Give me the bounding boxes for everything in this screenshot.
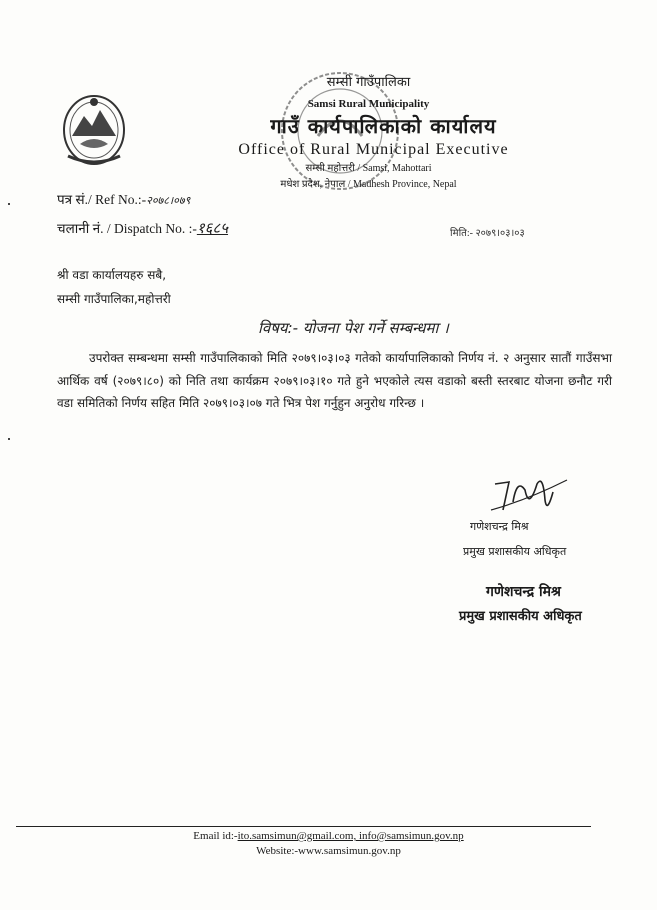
municipality-name-np: सम्सी गाउँपालिका bbox=[326, 75, 411, 90]
letter-body-text: उपरोक्त सम्बन्धमा सम्सी गाउँपालिकाको मिति २०७९।०३।०३ गतेको कार्यापालिकाको निर्णय नं. २ अनुसार सातौं गाउँसभा आर्थिक वर्ष (२०७९।८०) को निति तथा कार्यक्रम २०७९।०३।१० गते हुने भएकोले त्यस वडाको बस्ती स्तरबाट योजना छनौट गरी वडा समितिको निर्णय सहित मिति २०७९।०३।०७ गते भित्र पेश गर्नुहुन अनुरोध गरिन्छ । bbox=[57, 351, 612, 410]
subject-line: विषय:- योजना पेश गर्ने सम्बन्धमा । bbox=[258, 319, 449, 337]
margin-mark bbox=[8, 203, 10, 205]
ref-value: २०७८।०७९ bbox=[146, 194, 191, 207]
email-label: Email id:- bbox=[193, 830, 238, 842]
signatory-title: प्रमुख प्रशासकीय अधिकृत bbox=[463, 545, 567, 558]
ref-label: पत्र सं./ Ref No.:- bbox=[57, 192, 147, 207]
margin-mark bbox=[8, 438, 10, 440]
dispatch-value: १६८५ bbox=[196, 219, 229, 237]
title-stamp: प्रमुख प्रशासकीय अधिकृत bbox=[459, 609, 582, 624]
ref-number-row bbox=[57, 190, 190, 208]
letter-body bbox=[57, 347, 612, 415]
name-stamp: गणेशचन्द्र मिश्र bbox=[486, 584, 561, 600]
date-label: मिति:- bbox=[450, 228, 473, 239]
municipality-name-en: Samsi Rural Municipality bbox=[307, 98, 430, 110]
office-name-en: Office of Rural Municipal Executive bbox=[238, 141, 509, 158]
office-address: सम्सी महोत्तरी / Samsi, Mahottari bbox=[305, 163, 432, 174]
date-row bbox=[450, 225, 525, 239]
office-name-np: गाउँ कार्यपालिकाको कार्यालय bbox=[270, 114, 497, 138]
signatory-name: गणेशचन्द्र मिश्र bbox=[470, 520, 529, 533]
email-links[interactable]: ito.samsimun@gmail.com, info@samsimun.gov.np bbox=[237, 830, 464, 842]
date-value: २०७९।०३।०३ bbox=[475, 228, 525, 239]
dispatch-number-row bbox=[57, 218, 228, 238]
addressee-line-2: सम्सी गाउँपालिका,महोत्तरी bbox=[57, 292, 171, 306]
footer-divider bbox=[16, 826, 591, 827]
dispatch-label: चलानी नं. / Dispatch No. :- bbox=[57, 221, 197, 236]
footer-website[interactable]: Website:-www.samsimun.gov.np bbox=[256, 845, 401, 857]
office-province: मधेश प्रदेश, नेपाल / Madhesh Province, Nepal bbox=[280, 179, 457, 190]
addressee-line-1: श्री वडा कार्यालयहरु सबै, bbox=[57, 268, 167, 282]
footer-email-row bbox=[0, 830, 657, 842]
signature-icon bbox=[487, 470, 577, 520]
